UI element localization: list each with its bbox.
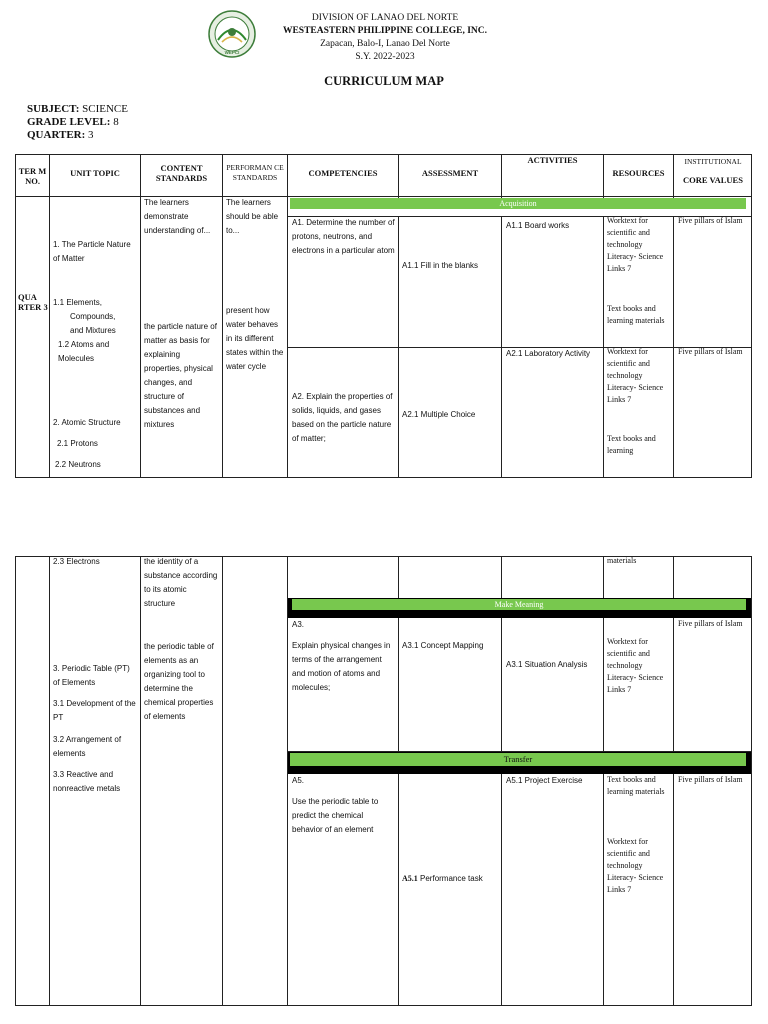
college-name: WESTEASTERN PHILIPPINE COLLEGE, INC.	[282, 26, 488, 36]
competency-a5: Use the periodic table to predict the chemical behavior of an element	[292, 797, 379, 834]
unit-topic-2-1: 2.1 Protons	[57, 439, 98, 448]
unit-topic-1: 1. The Particle Nature of Matter	[53, 240, 131, 263]
unit-topic-2-2: 2.2 Neutrons	[55, 460, 101, 469]
resource-a3-worktext: Worktext for scientific and technology Literacy- Science Links 7	[607, 637, 664, 694]
col-header-content-standards: CONTENT STANDARDS	[155, 162, 208, 183]
unit-topic-1-1: 1.1 Elements,	[53, 298, 102, 307]
col-header-institutional: INSTITUTIONAL	[684, 157, 742, 166]
performance-standard-intro: The learners should be able to...	[226, 198, 279, 235]
assessment-a5-1	[402, 872, 500, 886]
unit-topic-3-3: 3.3 Reactive and nonreactive metals	[53, 770, 121, 793]
subject-meta	[27, 103, 128, 142]
letterhead	[260, 12, 510, 64]
college-seal-logo	[208, 10, 256, 58]
col-header-term: TER M NO.	[18, 165, 47, 186]
resource-a2-worktext: Worktext for scientific and technology Literacy- Science Links 7	[607, 347, 664, 404]
subject-value: SCIENCE	[82, 103, 128, 115]
assessment-a1-1: A1.1 Fill in the blanks	[402, 261, 479, 270]
competency-a1: A1. Determine the number of protons, neutrons, and electrons in a particular atom	[292, 218, 395, 255]
resource-a5-worktext: Worktext for scientific and technology Literacy- Science Links 7	[607, 837, 664, 894]
col-header-resources: RESOURCES	[612, 167, 665, 178]
grade-value: 8	[113, 116, 119, 128]
phase-bar-acquisition: Acquisition	[290, 198, 746, 209]
activity-a3-1: A3.1 Situation Analysis	[506, 660, 588, 669]
unit-topic-3-2: 3.2 Arrangement of elements	[53, 735, 122, 758]
activity-a2-1: A2.1 Laboratory Activity	[506, 349, 591, 358]
assessment-a5-1-code: A5.1	[402, 874, 418, 883]
competency-a3-label: A3.	[292, 620, 305, 629]
term-quarter-3: QUA RTER 3	[18, 292, 48, 312]
assessment-a5-1-label: Performance task	[420, 874, 483, 883]
col-header-core-values: CORE VALUES	[683, 175, 743, 185]
resource-a1-worktext: Worktext for scientific and technology Literacy- Science Links 7	[607, 216, 664, 273]
competency-a2: A2. Explain the properties of solids, liquids, and gases based on the particle nature of matter;	[292, 392, 393, 443]
unit-topic-1-1b: Compounds,	[70, 312, 116, 321]
subject-label: SUBJECT:	[27, 103, 80, 115]
competency-a5-label: A5.	[292, 776, 305, 785]
col-header-unit-topic: UNIT TOPIC	[70, 167, 120, 178]
core-value-a3: Five pillars of Islam	[678, 619, 743, 628]
core-value-a2: Five pillars of Islam	[678, 347, 743, 356]
division-name: DIVISION OF LANAO DEL NORTE	[311, 13, 459, 23]
svg-text:WEPCI: WEPCI	[224, 50, 240, 55]
phase-bar-make-meaning: Make Meaning	[292, 599, 746, 610]
document-title: CURRICULUM MAP	[324, 74, 444, 88]
unit-topic-3-1: 3.1 Development of the PT	[53, 699, 136, 722]
quarter-value: 3	[88, 129, 94, 141]
col-header-activities: ACTIVITIES	[527, 155, 578, 165]
quarter-label: QUARTER:	[27, 129, 86, 141]
resource-a2-textbooks: Text books and learning	[607, 434, 656, 455]
unit-topic-2-3: 2.3 Electrons	[53, 557, 100, 566]
school-year: S.Y. 2022-2023	[355, 52, 415, 62]
col-header-assessment: ASSESSMENT	[421, 167, 479, 178]
content-standard-identity: the identity of a substance according to its atomic structure	[144, 557, 218, 608]
content-standard-particle-nature: the particle nature of matter as basis for explaining properties, physical changes, and structure of substances and mixtures	[144, 322, 217, 429]
unit-topic-1-2: 1.2 Atoms and Molecules	[58, 340, 110, 363]
resource-a1-textbooks: Text books and learning materials	[607, 304, 665, 325]
unit-topic-1-1c: and Mixtures	[70, 326, 116, 335]
core-value-a1: Five pillars of Islam	[678, 216, 743, 225]
college-address: Zapacan, Balo-I, Lanao Del Norte	[320, 39, 450, 49]
phase-bar-transfer: Transfer	[290, 753, 746, 766]
competency-a3: Explain physical changes in terms of the arrangement and motion of atoms and molecules;	[292, 641, 391, 692]
grade-label: GRADE LEVEL:	[27, 116, 111, 128]
assessment-a2-1: A2.1 Multiple Choice	[402, 410, 476, 419]
activity-a5-1: A5.1 Project Exercise	[506, 776, 583, 785]
content-standard-periodic-table: the periodic table of elements as an organizing tool to determine the chemical properties of elements	[144, 642, 214, 721]
unit-topic-3: 3. Periodic Table (PT) of Elements	[53, 664, 130, 687]
col-header-performance-standards: PERFORMAN CE STANDARDS	[226, 162, 284, 182]
core-value-a5: Five pillars of Islam	[678, 775, 743, 784]
assessment-a3-1: A3.1 Concept Mapping	[402, 641, 484, 650]
performance-standard-water: present how water behaves in its different states within the water cycle	[226, 306, 284, 371]
col-header-competencies: COMPETENCIES	[308, 167, 378, 178]
resource-a5-textbooks: Text books and learning materials	[607, 775, 665, 796]
resource-continued: materials	[607, 556, 637, 565]
unit-topic-2: 2. Atomic Structure	[53, 418, 121, 427]
activity-a1-1: A1.1 Board works	[506, 221, 570, 230]
content-standard-intro: The learners demonstrate understanding of...	[144, 198, 211, 235]
